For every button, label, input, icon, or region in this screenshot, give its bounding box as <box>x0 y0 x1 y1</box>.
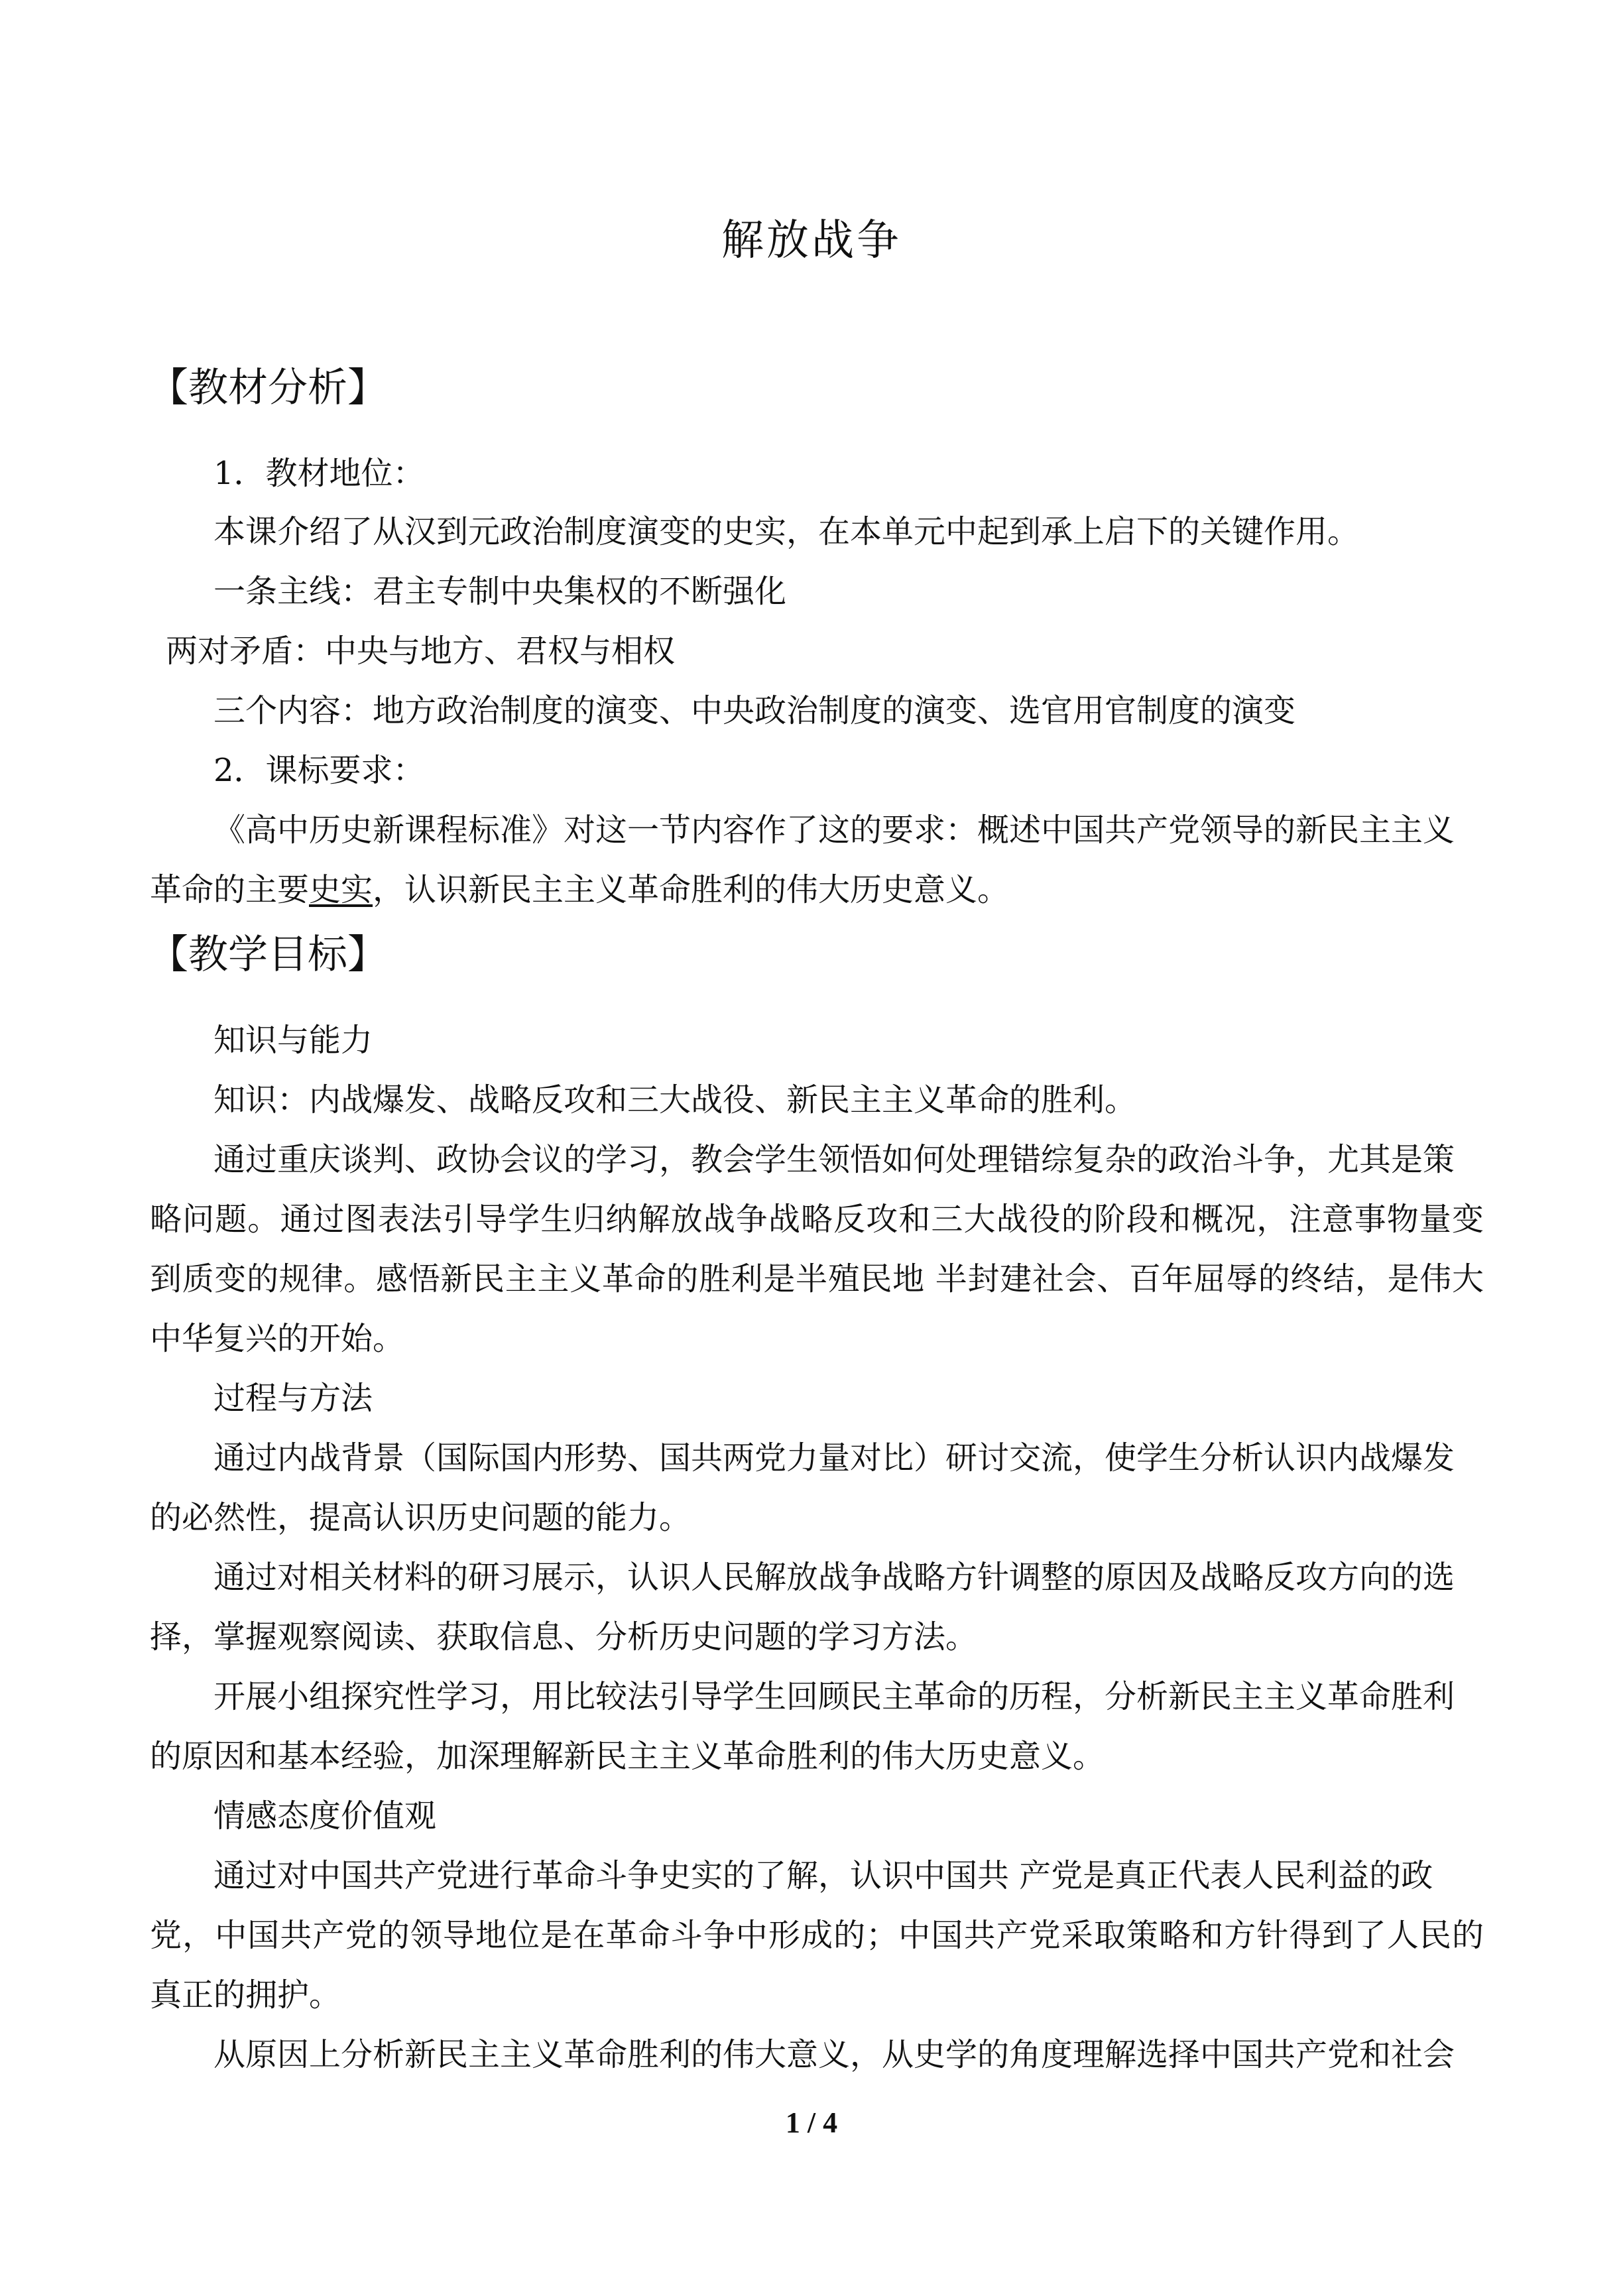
standard-text-part: 革命的主要 <box>150 871 310 908</box>
ability-text-line: 到质变的规律。感悟新民主主义革命的胜利是半殖民地 半封建社会、百年屈辱的终结，是伟大 <box>150 1260 1484 1298</box>
process-text-line: 的原因和基本经验，加深理解新民主主义革命胜利的伟大历史意义。 <box>150 1738 1105 1775</box>
emotion-text-line: 从原因上分析新民主主义革命胜利的伟大意义，从史学的角度理解选择中国共产党和社会 <box>213 2036 1455 2073</box>
process-text-line: 通过内战背景（国际国内形势、国共两党力量对比）研讨交流，使学生分析认识内战爆发 <box>213 1439 1455 1477</box>
emotion-text-line: 真正的拥护。 <box>150 1976 341 2014</box>
document-title: 解放战争 <box>721 216 902 265</box>
emotion-text-line: 通过对中国共产党进行革命斗争史实的了解，认识中国共 产党是真正代表人民利益的政 <box>213 1857 1433 1894</box>
main-line-text: 一条主线：君主专制中央集权的不断强化 <box>213 573 787 610</box>
position-text: 本课介绍了从汉到元政治制度演变的史实，在本单元中起到承上启下的关键作用。 <box>213 513 1360 550</box>
process-text-line: 通过对相关材料的研习展示，认识人民解放战争战略方针调整的原因及战略反攻方向的选 <box>213 1559 1455 1596</box>
standard-text-line <box>150 869 1009 911</box>
standard-text-line: 《高中历史新课程标准》对这一节内容作了这的要求：概述中国共产党领导的新民主主义 <box>213 812 1455 849</box>
ability-text-line: 通过重庆谈判、政协会议的学习，教会学生领悟如何处理错综复杂的政治斗争，尤其是策 <box>213 1141 1455 1178</box>
standard-text-part: ，认识新民主主义革命胜利的伟大历史意义。 <box>373 871 1010 908</box>
section-heading-goals: 【教学目标】 <box>149 932 387 978</box>
underlined-term: 史实 <box>309 871 373 908</box>
knowledge-heading: 知识与能力 <box>213 1022 373 1059</box>
knowledge-text: 知识：内战爆发、战略反攻和三大战役、新民主主义革命的胜利。 <box>213 1081 1137 1118</box>
emotion-text-line: 党，中国共产党的领导地位是在革命斗争中形成的；中国共产党采取策略和方针得到了人民的 <box>150 1917 1484 1954</box>
process-heading: 过程与方法 <box>213 1380 373 1417</box>
process-text-line: 的必然性，提高认识历史问题的能力。 <box>150 1499 691 1536</box>
page-number: 1 / 4 <box>785 2106 838 2139</box>
standard-label: 2．课标要求： <box>213 752 425 789</box>
ability-text-line: 中华复兴的开始。 <box>150 1320 405 1357</box>
process-text-line: 择，掌握观察阅读、获取信息、分析历史问题的学习方法。 <box>150 1618 978 1656</box>
section-heading-analysis: 【教材分析】 <box>149 365 387 411</box>
position-label: 1．教材地位： <box>213 455 425 492</box>
ability-text-line: 略问题。通过图表法引导学生归纳解放战争战略反攻和三大战役的阶段和概况，注意事物量变 <box>150 1201 1484 1238</box>
contradictions-text: 两对矛盾：中央与地方、君权与相权 <box>166 633 676 670</box>
contents-text: 三个内容：地方政治制度的演变、中央政治制度的演变、选官用官制度的演变 <box>213 692 1296 729</box>
process-text-line: 开展小组探究性学习，用比较法引导学生回顾民主革命的历程，分析新民主主义革命胜利 <box>213 1678 1455 1715</box>
emotion-heading: 情感态度价值观 <box>213 1797 437 1835</box>
